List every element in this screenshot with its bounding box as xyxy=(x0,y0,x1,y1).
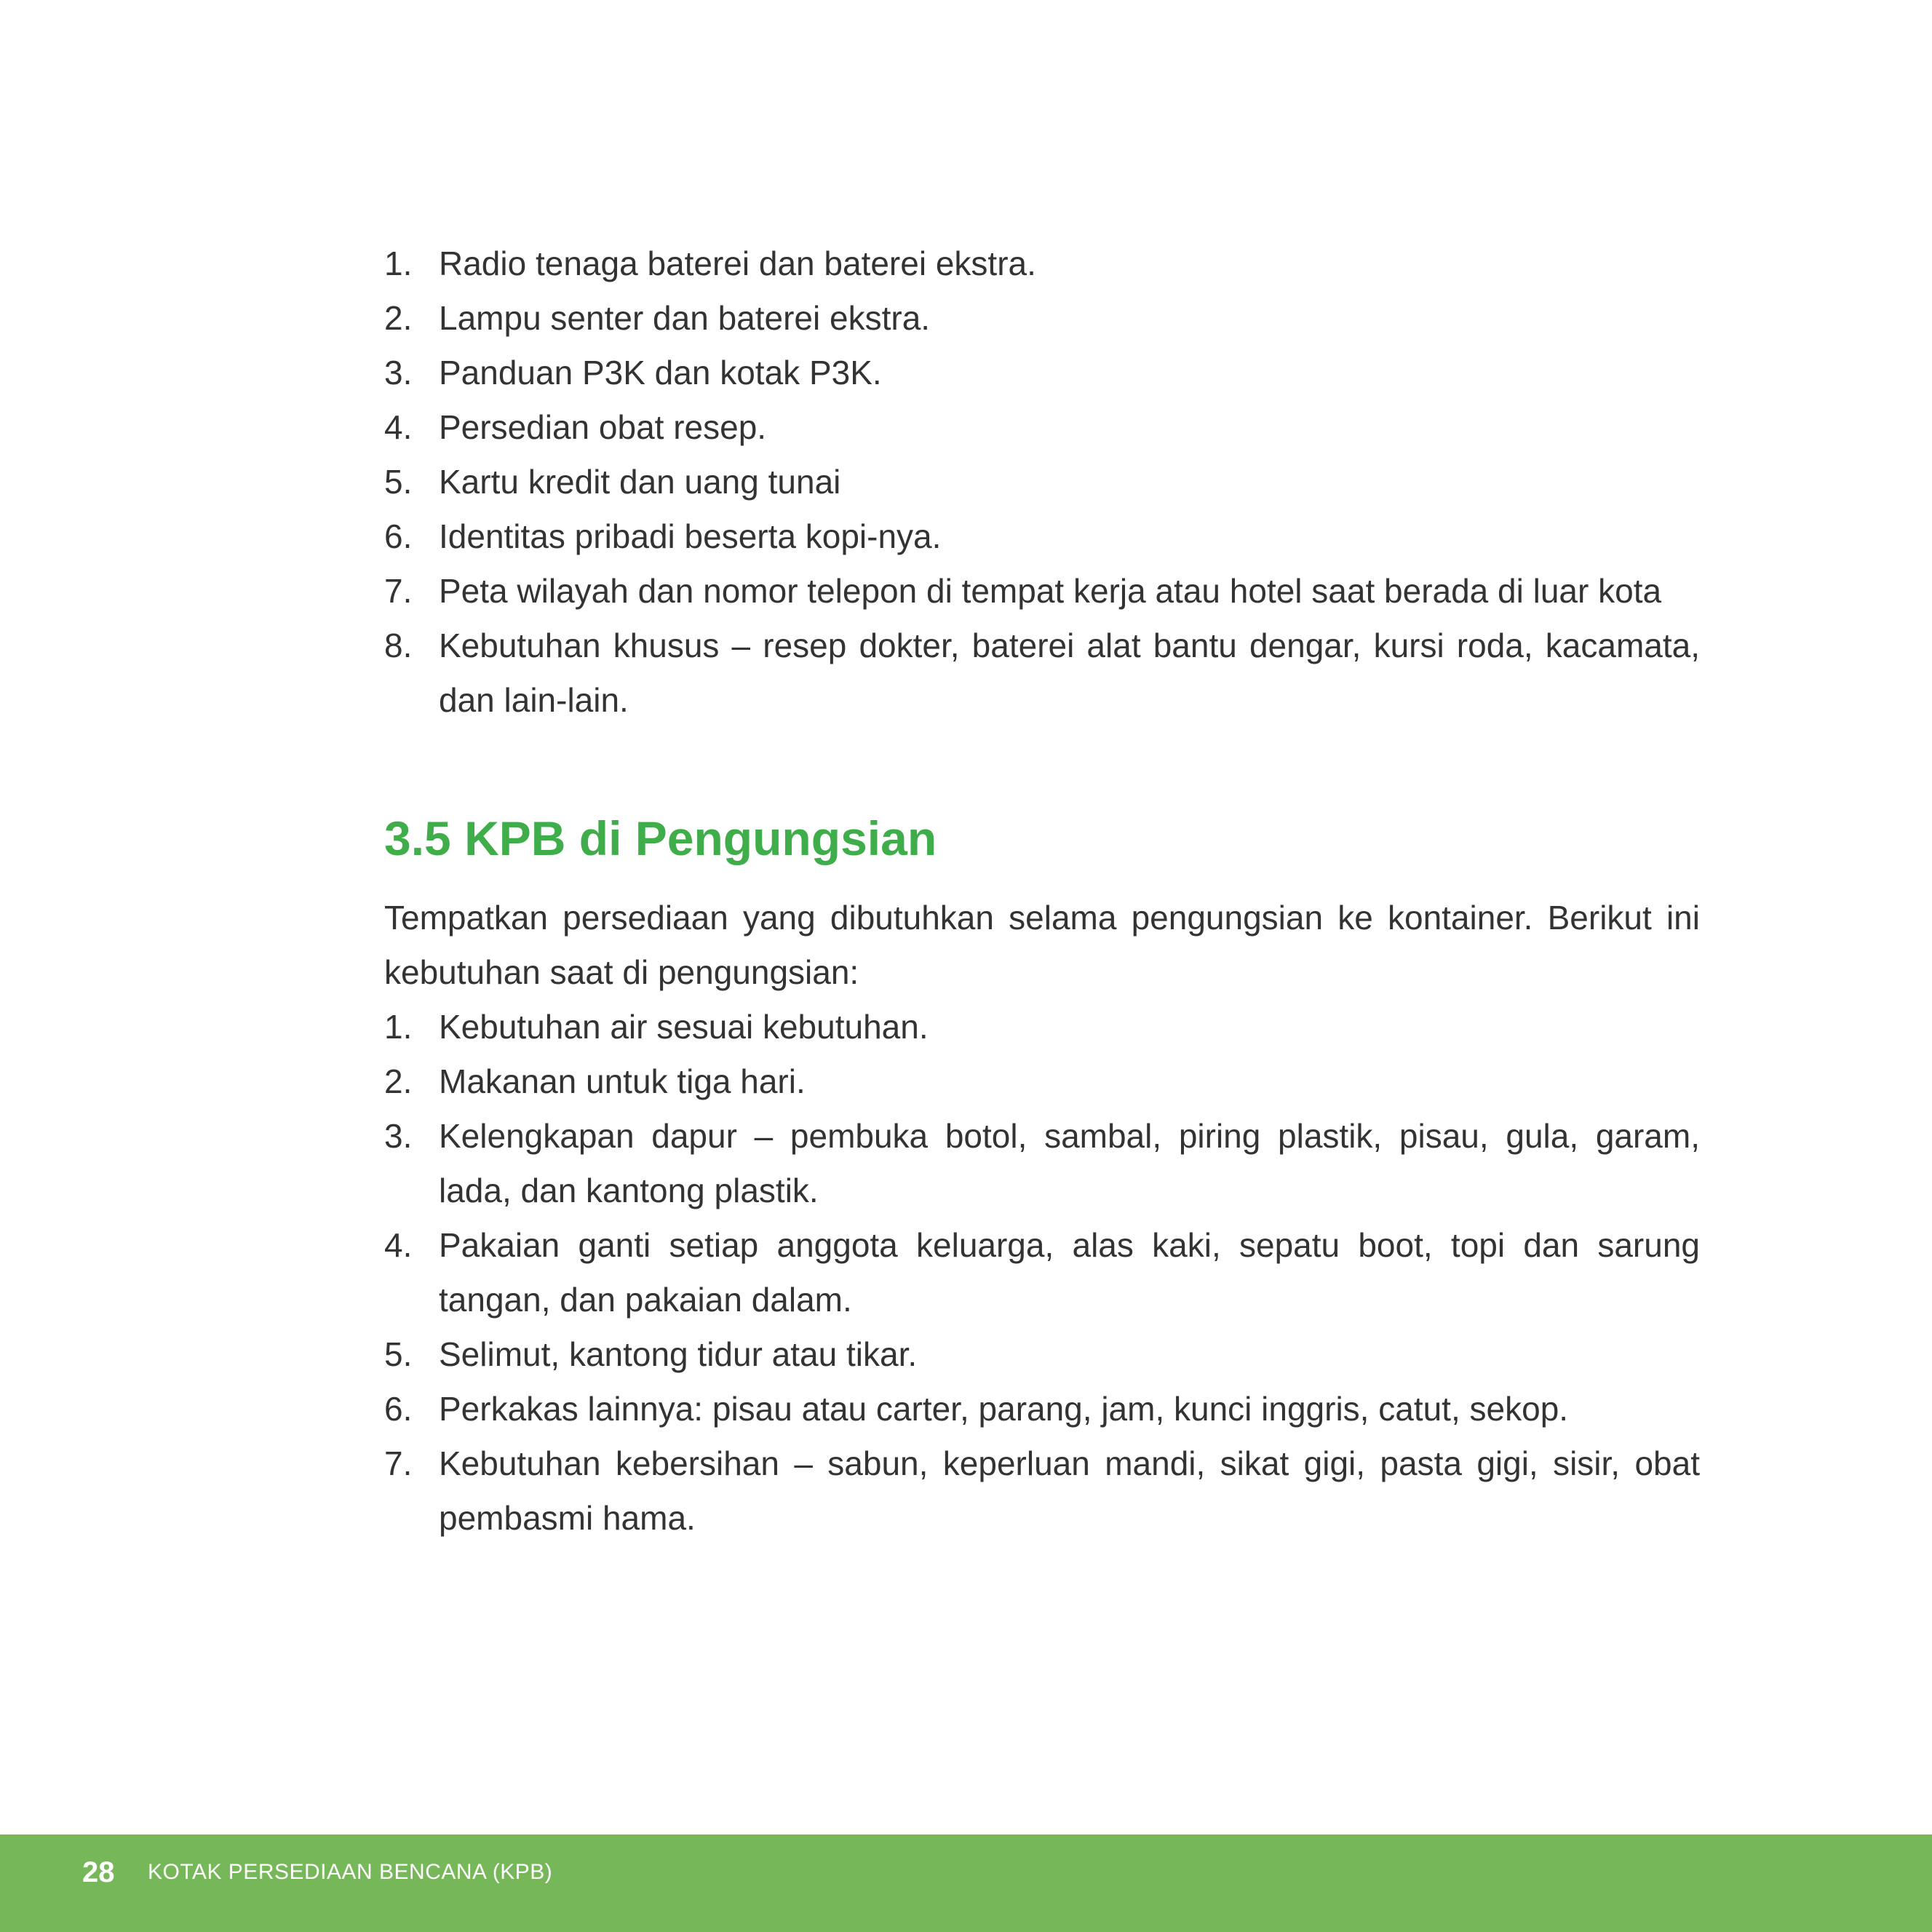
list-item-text: Makanan untuk tiga hari. xyxy=(439,1062,806,1100)
list-item-number: 4. xyxy=(384,408,413,446)
list-item-text: Kebutuhan khusus – resep dokter, baterei alat bantu dengar, kursi roda, kacamata, dan lain-lain. xyxy=(439,627,1700,719)
section-heading: 3.5 KPB di Pengungsian xyxy=(384,811,937,865)
supply-list-2 xyxy=(384,1000,1700,1546)
list-item-number: 7. xyxy=(384,572,413,610)
list-item xyxy=(384,564,1700,619)
page-content xyxy=(384,236,1700,1546)
list-item-text: Kebutuhan kebersihan – sabun, keperluan mandi, sikat gigi, pasta gigi, sisir, obat pembasmi hama. xyxy=(439,1444,1700,1537)
list-item-number: 2. xyxy=(384,299,413,337)
list-item-text: Identitas pribadi beserta kopi-nya. xyxy=(439,517,942,555)
list-item xyxy=(384,291,1700,346)
list-item xyxy=(384,1218,1700,1327)
list-item xyxy=(384,509,1700,564)
list-item-number: 6. xyxy=(384,517,413,555)
list-item-number: 8. xyxy=(384,627,413,664)
list-item xyxy=(384,236,1700,291)
list-item-text: Persedian obat resep. xyxy=(439,408,767,446)
list-item xyxy=(384,1436,1700,1546)
list-item-number: 7. xyxy=(384,1444,413,1482)
list-item xyxy=(384,1327,1700,1382)
list-item-number: 1. xyxy=(384,245,413,282)
list-item-text: Lampu senter dan baterei ekstra. xyxy=(439,299,931,337)
page-number: 28 xyxy=(82,1856,115,1888)
footer-title: KOTAK PERSEDIAAN BENCANA (KPB) xyxy=(148,1860,553,1884)
section-intro: Tempatkan persediaan yang dibutuhkan selama pengungsian ke kontainer. Berikut ini kebutuhan saat di pengungsian: xyxy=(384,899,1700,991)
list-item-text: Radio tenaga baterei dan baterei ekstra. xyxy=(439,245,1036,282)
list-item-text: Selimut, kantong tidur atau tikar. xyxy=(439,1335,918,1373)
list-item xyxy=(384,1382,1700,1436)
list-item-number: 2. xyxy=(384,1062,413,1100)
list-item xyxy=(384,1000,1700,1054)
list-item-number: 4. xyxy=(384,1226,413,1264)
list-item-text: Kartu kredit dan uang tunai xyxy=(439,463,841,501)
list-item xyxy=(384,1054,1700,1109)
list-item-number: 3. xyxy=(384,354,413,391)
list-item-number: 5. xyxy=(384,463,413,501)
list-item xyxy=(384,400,1700,455)
list-item-text: Kebutuhan air sesuai kebutuhan. xyxy=(439,1008,929,1046)
list-item-number: 3. xyxy=(384,1117,413,1155)
list-item xyxy=(384,346,1700,400)
supply-list-1 xyxy=(384,236,1700,728)
list-item-number: 1. xyxy=(384,1008,413,1046)
list-item-text: Pakaian ganti setiap anggota keluarga, alas kaki, sepatu boot, topi dan sarung tangan, dan pakaian dalam. xyxy=(439,1226,1700,1319)
list-item-text: Panduan P3K dan kotak P3K. xyxy=(439,354,882,391)
list-item xyxy=(384,619,1700,728)
list-item xyxy=(384,455,1700,509)
list-item-text: Peta wilayah dan nomor telepon di tempat kerja atau hotel saat berada di luar kota xyxy=(439,572,1662,610)
list-item-text: Perkakas lainnya: pisau atau carter, parang, jam, kunci inggris, catut, sekop. xyxy=(439,1390,1569,1428)
list-item-number: 6. xyxy=(384,1390,413,1428)
list-item-text: Kelengkapan dapur – pembuka botol, sambal, piring plastik, pisau, gula, garam, lada, dan kantong plastik. xyxy=(439,1117,1700,1209)
list-item-number: 5. xyxy=(384,1335,413,1373)
list-item xyxy=(384,1109,1700,1218)
